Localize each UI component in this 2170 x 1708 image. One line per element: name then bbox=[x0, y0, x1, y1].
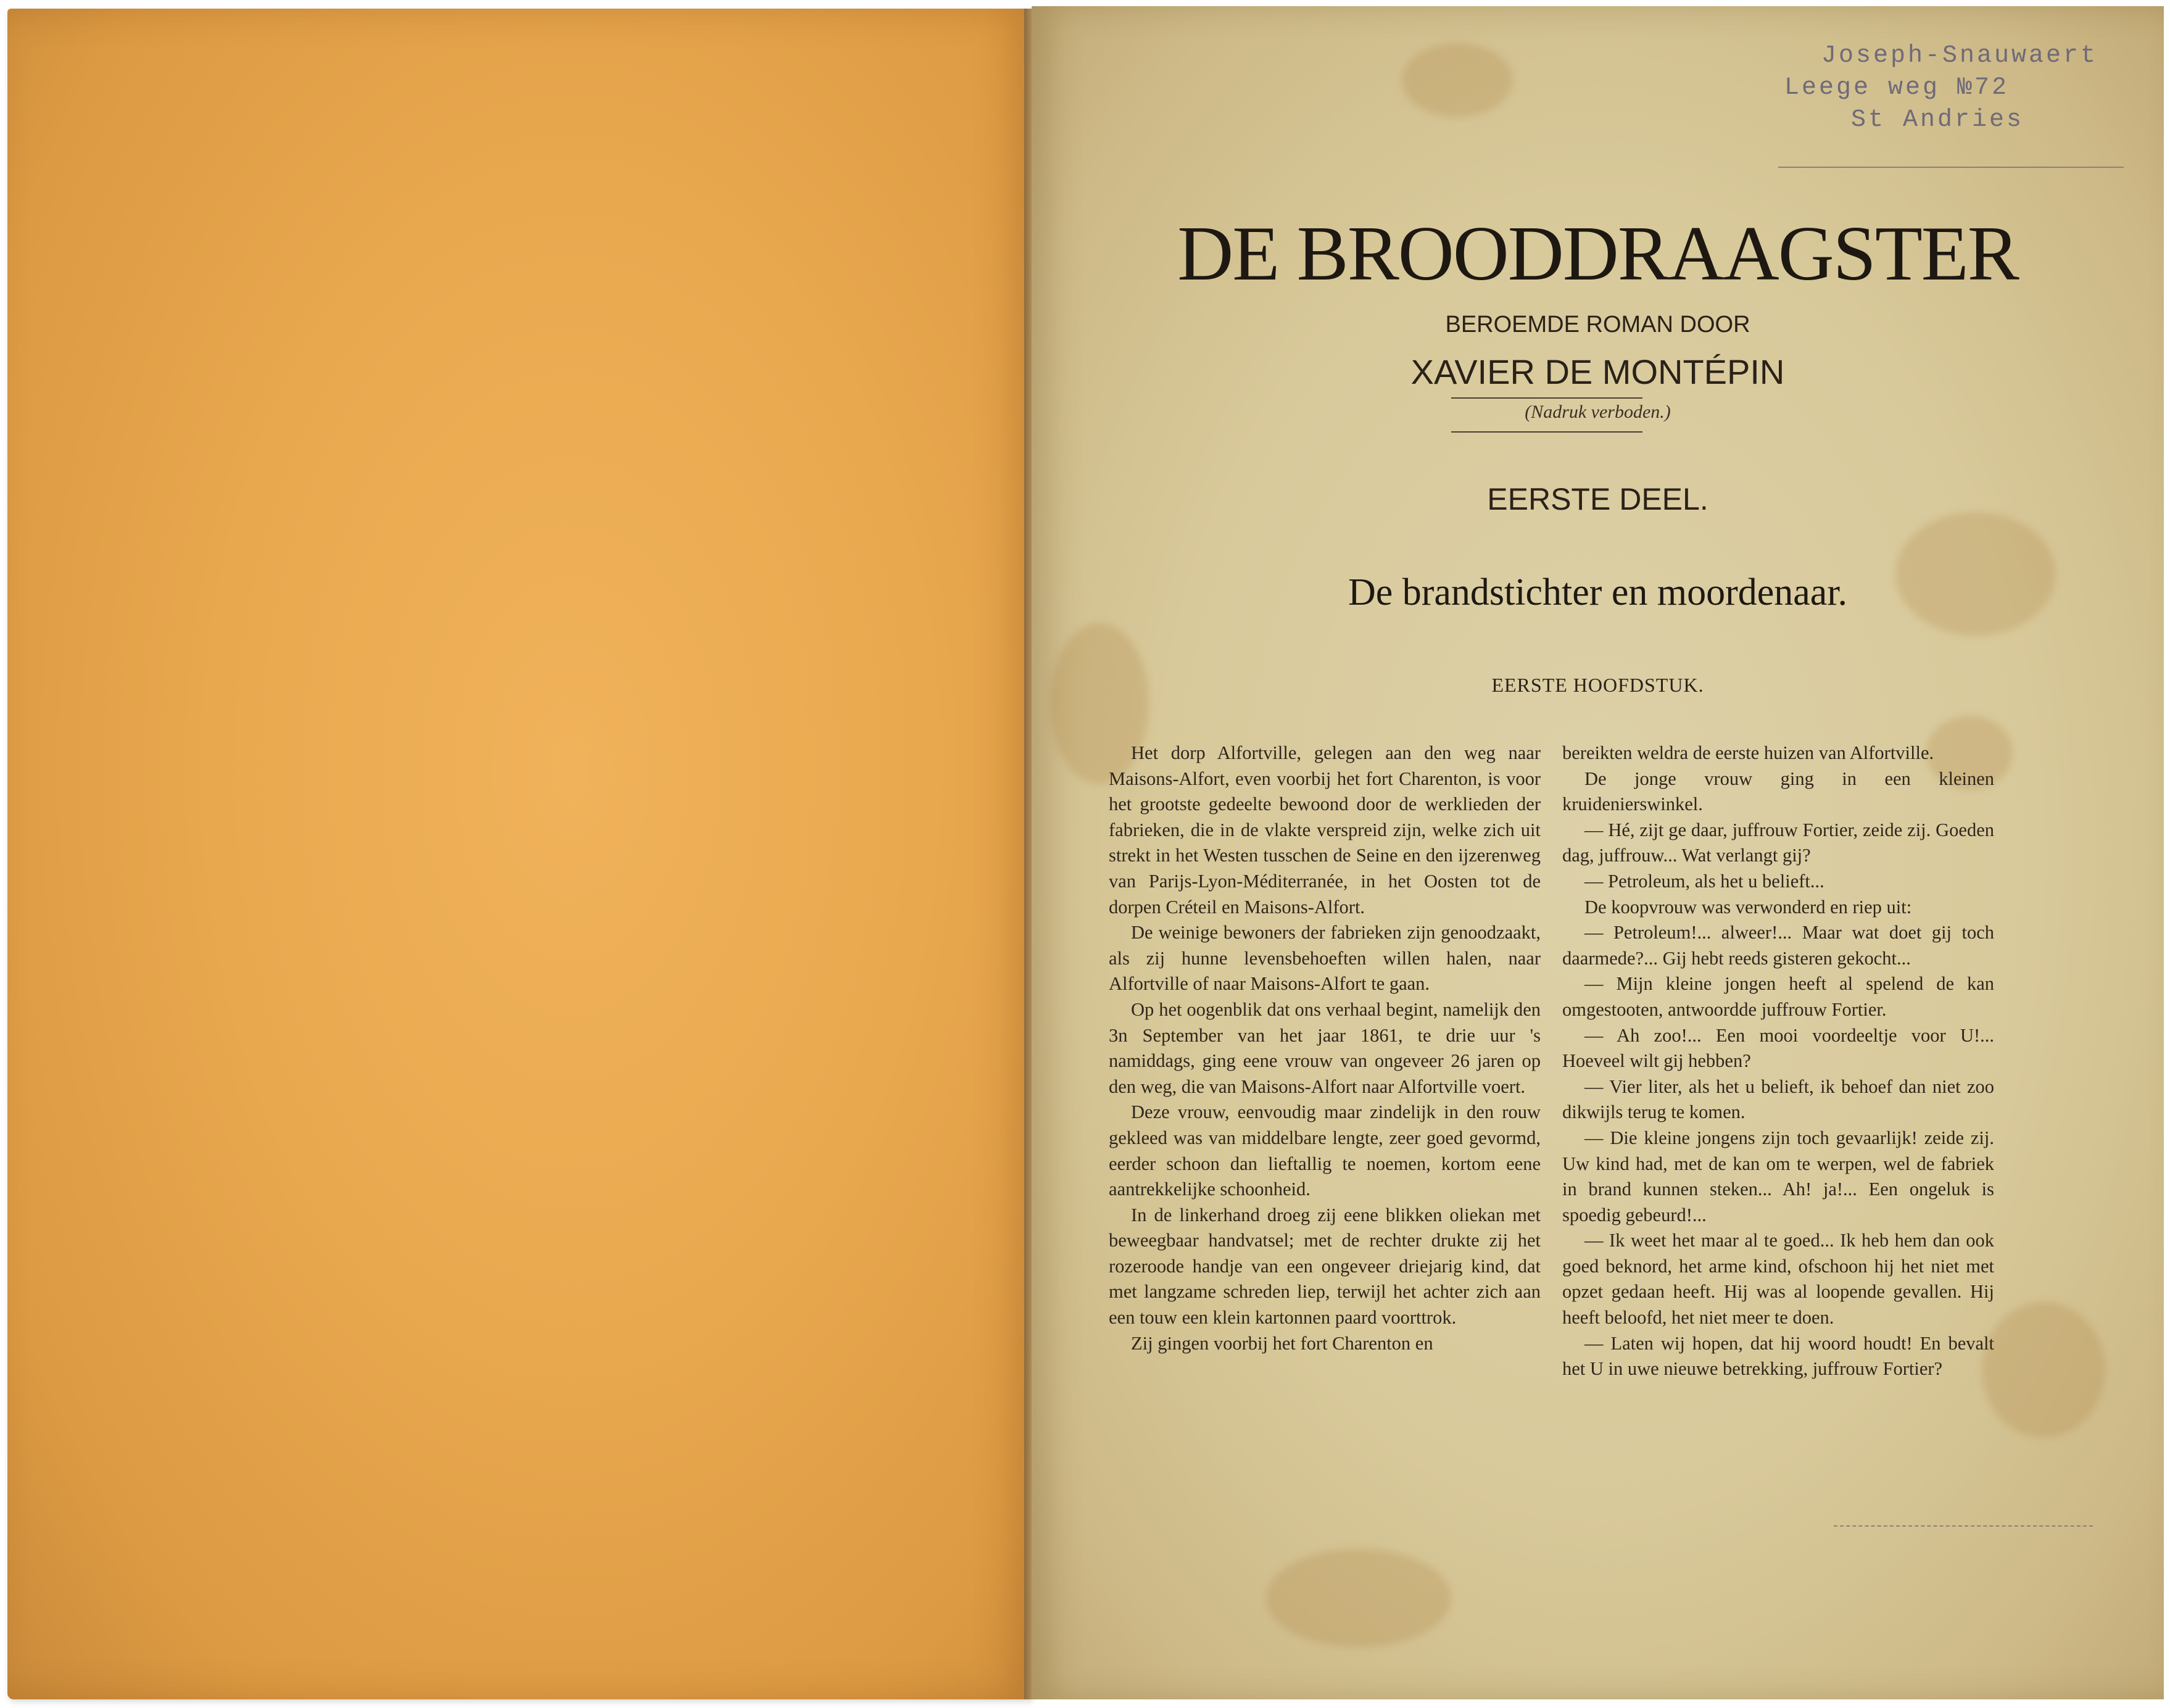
paragraph: Het dorp Alfortville, gelegen aan den weg naar Maisons-Alfort, even voorbij het fort Charenton, is voor het grootste gedeelte bewoond door de werklieden der fabrieken, die in de vlakte verspreid zijn, welke zich uit strekt in het Westen tusschen de Seine en den ijzerenweg van Parijs-Lyon-Méditerranée, in het Oosten tot de dorpen Créteil en Maisons-Alfort. bbox=[1109, 742, 1541, 918]
text-column-left bbox=[1109, 740, 1541, 1356]
section-heading: De brandstichter en moordenaar. bbox=[1348, 571, 1848, 613]
paragraph: bereikten weldra de eerste huizen van Alfortville. bbox=[1562, 742, 1934, 763]
dialogue-line: — Hé, zijt ge daar, juffrouw Fortier, zeide zij. Goeden dag, juffrouw... Wat verlangt gij? bbox=[1562, 819, 1994, 866]
text-column-right bbox=[1562, 740, 1994, 1382]
paragraph: In de linkerhand droeg zij eene blikken oliekan met beweegbaar handvatsel; met de rechter drukte zij het rozeroode handje van een ongeveer driejarig kind, dat met langzame schreden liep, terwijl het achter zich aan een touw een klein kartonnen paard voorttrok. bbox=[1109, 1204, 1541, 1329]
paragraph: Zij gingen voorbij het fort Charenton en bbox=[1131, 1332, 1433, 1354]
dialogue-line: — Petroleum!... alweer!... Maar wat doet gij toch daarmede?... Gij hebt reeds gisteren gekocht... bbox=[1562, 922, 1994, 969]
book-author: XAVIER DE MONTÉPIN bbox=[1410, 352, 1785, 391]
stamp-underline bbox=[1778, 167, 2124, 168]
foxing-stain bbox=[1402, 43, 1513, 117]
paragraph: De koopvrouw was verwonderd en riep uit: bbox=[1584, 896, 1912, 918]
foxing-stain bbox=[1982, 1302, 2105, 1438]
reprint-notice: (Nadruk verboden.) bbox=[1525, 402, 1671, 422]
part-heading: EERSTE DEEL. bbox=[1487, 482, 1708, 516]
dialogue-line: — Mijn kleine jongen heeft al spelend de kan omgestooten, antwoordde juffrouw Fortier. bbox=[1562, 973, 1994, 1020]
stamp-town: St Andries bbox=[1851, 106, 2024, 134]
dialogue-line: — Ik weet het maar al te goed... Ik heb hem dan ook goed beknord, het arme kind, ofschoon hij het niet met opzet gedaan heeft. Hij was al loopende gevallen. Hij heeft beloofd, het niet meer te doen. bbox=[1562, 1230, 1994, 1329]
dialogue-line: — Ah zoo!... Een mooi voordeeltje voor U!... Hoeveel wilt gij hebben? bbox=[1562, 1024, 1994, 1072]
stamp-name: Joseph-Snauwaert bbox=[1821, 42, 2098, 70]
notice-bottom-rule bbox=[1451, 431, 1642, 433]
dialogue-line: — Vier liter, als het u belieft, ik behoef dan niet zoo dikwijls terug te komen. bbox=[1562, 1076, 1994, 1123]
dialogue-line: — Laten wij hopen, dat hij woord houdt! En bevalt het U in uwe nieuwe betrekking, juffrouw Fortier? bbox=[1562, 1332, 1994, 1380]
book-subtitle: BEROEMDE ROMAN DOOR bbox=[1445, 312, 1750, 338]
owner-address-stamp bbox=[1784, 40, 2105, 136]
notice-top-rule bbox=[1451, 397, 1642, 399]
stamp-street: Leege weg №72 bbox=[1784, 74, 2010, 102]
paragraph: Deze vrouw, eenvoudig maar zindelijk in den rouw gekleed was van middelbare lengte, zeer goed gevormd, eerder schoon dan lieftallig te noemen, kortom eene aantrekkelijke schoonheid. bbox=[1109, 1101, 1541, 1200]
paragraph: De jonge vrouw ging in een kleinen kruidenierswinkel. bbox=[1562, 768, 1994, 815]
dialogue-line: — Die kleine jongens zijn toch gevaarlijk! zeide zij. Uw kind had, met de kan om te werpen, wel de fabriek in brand kunnen steken... Ah! ja!... Een ongeluk is spoedig gebeurd!... bbox=[1562, 1127, 1994, 1225]
book-title: DE BROODDRAAGSTER bbox=[1177, 211, 2018, 297]
printed-right-page bbox=[1032, 6, 2164, 1699]
column-end-rule bbox=[1834, 1525, 2093, 1527]
paragraph: Op het oogenblik dat ons verhaal begint, namelijk den 3n September van het jaar 1861, te drie uur 's namiddags, ging eene vrouw van ongeveer 26 jaren op den weg, die van Maisons-Alfort naar Alfortville voert. bbox=[1109, 998, 1541, 1097]
dialogue-line: — Petroleum, als het u belieft... bbox=[1584, 870, 1824, 892]
blank-left-page bbox=[7, 9, 1032, 1699]
foxing-stain bbox=[1266, 1549, 1451, 1648]
paragraph: De weinige bewoners der fabrieken zijn genoodzaakt, als zij hunne levensbehoeften willen halen, naar Alfortville of naar Maisons-Alfort te gaan. bbox=[1109, 922, 1541, 995]
chapter-heading: EERSTE HOOFDSTUK. bbox=[1491, 674, 1704, 696]
